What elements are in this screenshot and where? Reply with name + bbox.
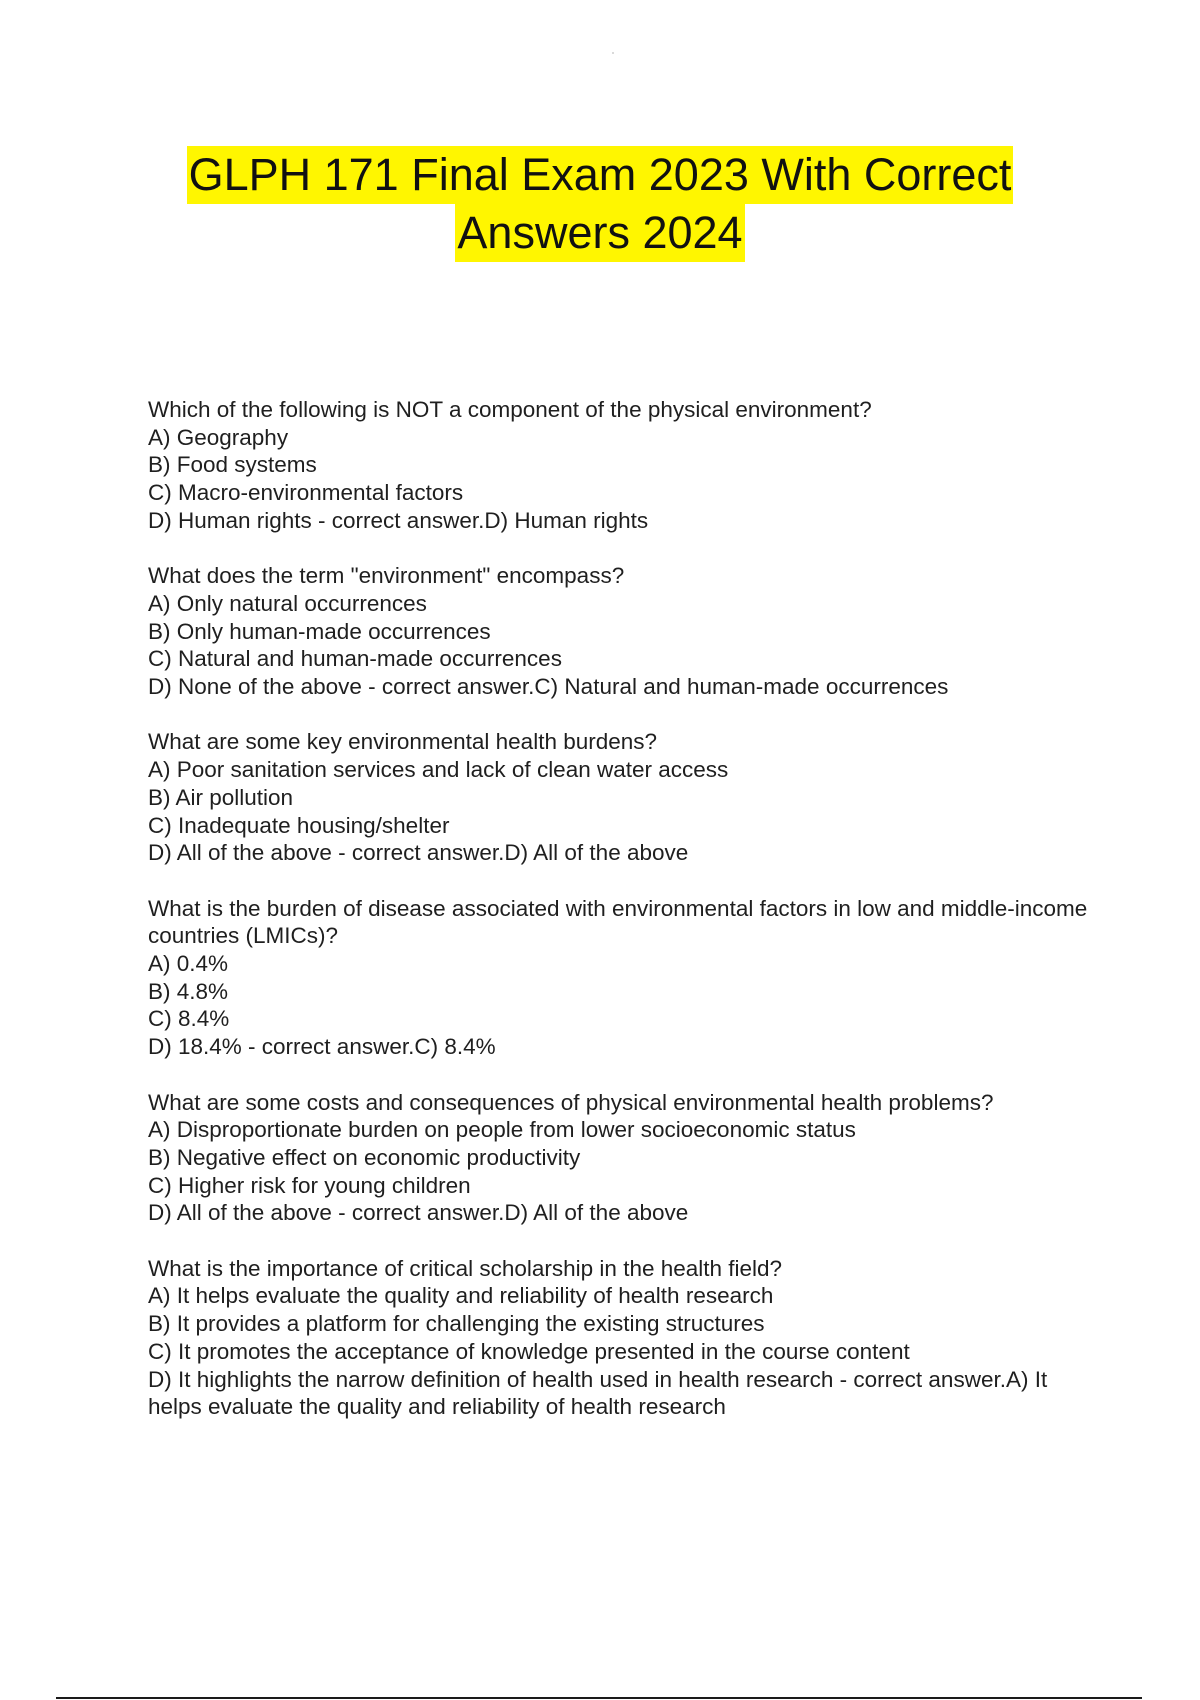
option-a: A) Disproportionate burden on people from lower socioeconomic status — [148, 1117, 856, 1143]
question-block-1 — [148, 396, 1088, 535]
question-text: What are some key environmental health burdens? — [148, 729, 658, 755]
title-line-1: GLPH 171 Final Exam 2023 With Correct — [187, 146, 1014, 204]
option-a: A) Only natural occurrences — [148, 590, 427, 616]
option-d-answer: D) Human rights - correct answer.D) Human rights — [148, 507, 649, 533]
option-d-answer: D) 18.4% - correct answer.C) 8.4% — [148, 1034, 496, 1060]
question-text: Which of the following is NOT a component of the physical environment? — [148, 397, 872, 422]
option-b: B) It provides a platform for challenging the existing structures — [148, 1311, 765, 1337]
option-d-answer: D) It highlights the narrow definition of health used in health research - correct answer.A) It helps evaluate the quality and reliability of health research — [148, 1366, 1054, 1420]
question-block-6 — [148, 1255, 1088, 1421]
option-b: B) Only human-made occurrences — [148, 618, 491, 644]
option-c: C) It promotes the acceptance of knowledge presented in the course content — [148, 1338, 910, 1364]
option-c: C) Higher risk for young children — [148, 1172, 471, 1198]
option-a: A) Geography — [148, 424, 289, 450]
page-dot — [612, 52, 614, 54]
option-a: A) Poor sanitation services and lack of clean water access — [148, 757, 729, 783]
question-text: What does the term "environment" encompass? — [148, 563, 625, 589]
option-b: B) Negative effect on economic productivity — [148, 1144, 581, 1170]
question-block-3 — [148, 728, 1088, 867]
option-d-answer: D) None of the above - correct answer.C) Natural and human-made occurrences — [148, 674, 949, 700]
question-text: What are some costs and consequences of physical environmental health problems? — [148, 1089, 994, 1115]
question-block-4 — [148, 895, 1094, 1061]
option-b: B) Air pollution — [148, 784, 294, 810]
document-title — [0, 146, 1200, 262]
question-list — [148, 396, 1094, 1449]
option-c: C) Inadequate housing/shelter — [148, 812, 450, 838]
option-c: C) 8.4% — [148, 1006, 230, 1032]
option-d-answer: D) All of the above - correct answer.D) All of the above — [148, 1200, 689, 1226]
question-text: What is the burden of disease associated with environmental factors in low and middle-income countries (LMICs)? — [148, 895, 1094, 949]
question-text: What is the importance of critical scholarship in the health field? — [148, 1255, 783, 1281]
footer-rule — [56, 1697, 1142, 1699]
option-b: B) 4.8% — [148, 978, 229, 1004]
option-a: A) 0.4% — [148, 951, 229, 977]
option-b: B) Food systems — [148, 452, 317, 478]
question-block-2 — [148, 562, 1088, 701]
option-c: C) Macro-environmental factors — [148, 480, 464, 506]
option-d-answer: D) All of the above - correct answer.D) All of the above — [148, 840, 689, 866]
option-c: C) Natural and human-made occurrences — [148, 646, 562, 672]
title-line-2: Answers 2024 — [455, 204, 744, 262]
option-a: A) It helps evaluate the quality and reliability of health research — [148, 1283, 774, 1309]
question-block-5 — [148, 1089, 1088, 1228]
